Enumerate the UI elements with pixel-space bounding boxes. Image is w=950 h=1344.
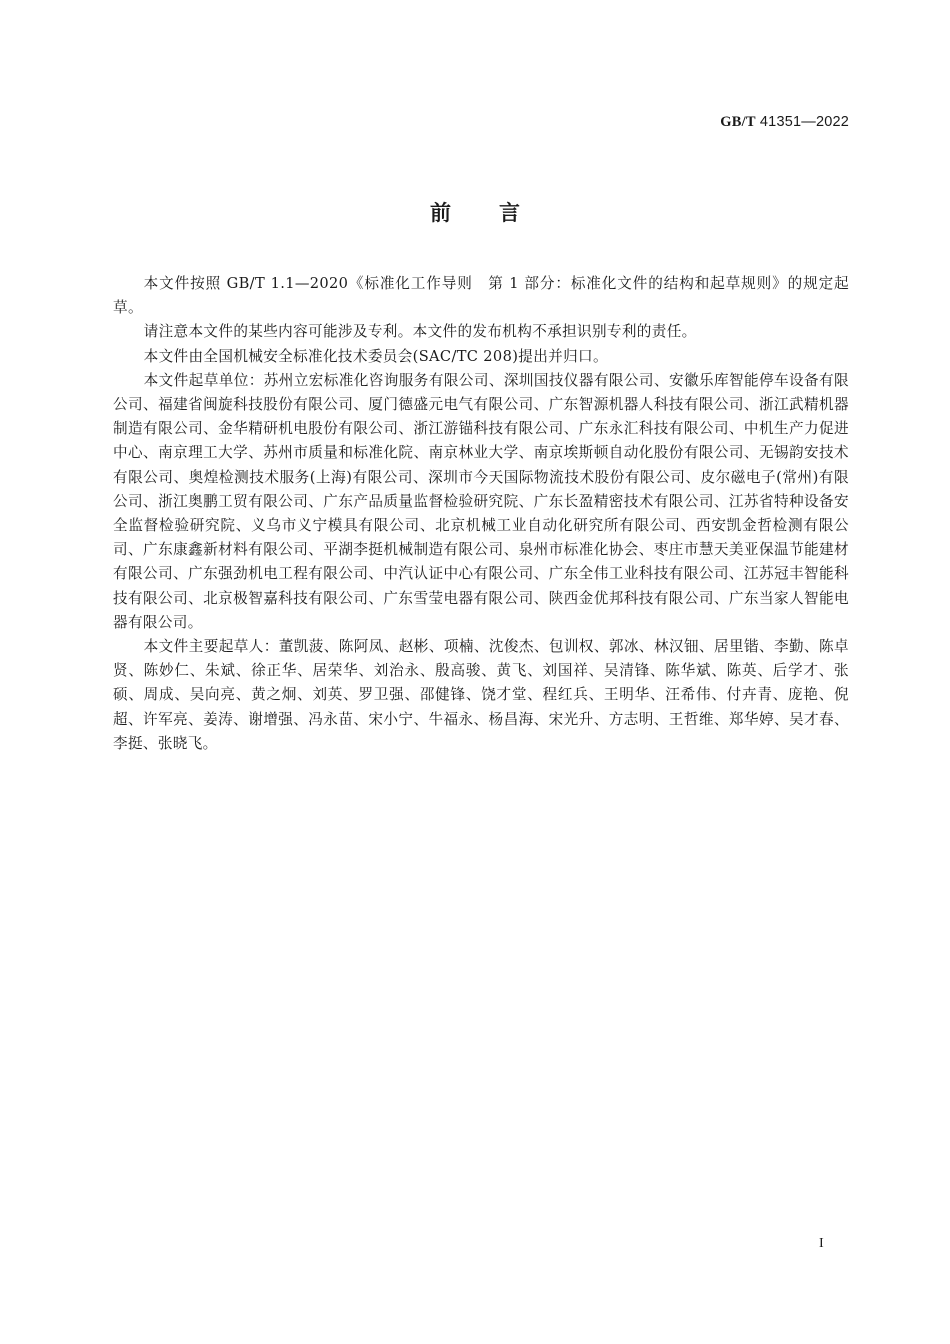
paragraph-drafting-units: 本文件起草单位：苏州立宏标准化咨询服务有限公司、深圳国技仪器有限公司、安徽乐库智能停车设备有限公司、福建省闽旋科技股份有限公司、厦门德盛元电气有限公司、广东智源机器人科技有限公司、浙江武精机器制造有限公司、金华精研机电股份有限公司、浙江游锚科技有限公司、广东永汇科技有限公司、中机生产力促进中心、南京理工大学、苏州市质量和标准化院、南京林业大学、南京埃斯顿自动化股份有限公司、无锡韵安技术有限公司、奥煌检测技术服务(上海)有限公司、深圳市今天国际物流技术股份有限公司、皮尔磁电子(常州)有限公司、浙江奥鹏工贸有限公司、广东产品质量监督检验研究院、广东长盈精密技术有限公司、江苏省特种设备安全监督检验研究院、义乌市义宁模具有限公司、北京机械工业自动化研究所有限公司、西安凯金哲检测有限公司、广东康鑫新材料有限公司、平湖李挺机械制造有限公司、泉州市标准化协会、枣庄市慧天美亚保温节能建材有限公司、广东强劲机电工程有限公司、中汽认证中心有限公司、广东全伟工业科技有限公司、江苏冠丰智能科技有限公司、北京极智嘉科技有限公司、广东雪莹电器有限公司、陕西金优邦科技有限公司、广东当家人智能电器有限公司。 <box>113 371 849 631</box>
paragraph-proposer: 本文件由全国机械安全标准化技术委员会(SAC/TC 208)提出并归口。 <box>143 347 608 365</box>
standard-code <box>720 114 849 131</box>
standard-number: 41351—2022 <box>759 114 849 130</box>
foreword-body <box>113 272 849 756</box>
paragraph-patent-notice: 请注意本文件的某些内容可能涉及专利。本文件的发布机构不承担识别专利的责任。 <box>143 323 697 341</box>
paragraph-drafting-rules: 本文件按照 GB/T 1.1—2020《标准化工作导则 第 1 部分：标准化文件的结构和起草规则》的规定起草。 <box>113 275 849 317</box>
page-title <box>0 197 950 227</box>
paragraph-drafters: 本文件主要起草人：董凯菠、陈阿凤、赵彬、项楠、沈俊杰、包训权、郭冰、林汉钿、居里锴、李勤、陈卓贤、陈妙仁、朱斌、徐正华、居荣华、刘治永、殷高骏、黄飞、刘国祥、吴清锋、陈华斌、陈英、后学才、张硕、周成、吴向亮、黄之炯、刘英、罗卫强、邵健锋、饶才堂、程红兵、王明华、汪希伟、付卉青、庞艳、倪超、许军亮、姜涛、谢增强、冯永苗、宋小宁、牛福永、杨昌海、宋光升、方志明、王哲维、郑华婷、吴才春、李挺、张晓飞。 <box>113 638 849 752</box>
standard-prefix: GB/T <box>720 114 756 130</box>
page-number: I <box>819 1236 824 1251</box>
title-char-1: 前 <box>430 201 451 225</box>
title-char-2: 言 <box>499 201 520 225</box>
